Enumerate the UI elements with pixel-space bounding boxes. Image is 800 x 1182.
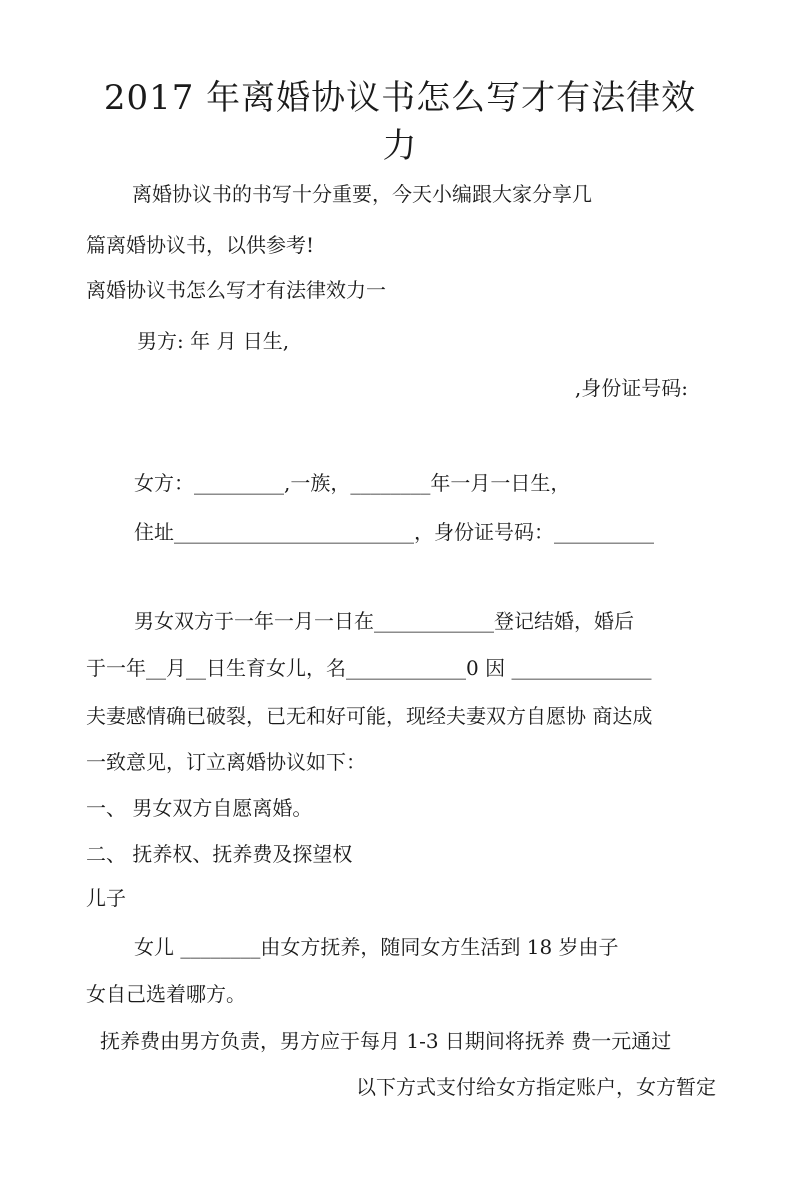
- form-line-husband-id: ,身份证号码:: [574, 376, 688, 400]
- section-heading: 离婚协议书怎么写才有法律效力一: [86, 278, 386, 302]
- paragraph-line-marriage-3: 夫妻感情确已破裂，已无和好可能，现经夫妻双方自愿协 商达成: [86, 704, 653, 728]
- form-line-wife: 女方：_________,一族，________年一月一日生，: [134, 471, 571, 495]
- paragraph-line-marriage-2: 于一年__月__日生育女儿，名____________0 因 ______________: [86, 656, 652, 680]
- document-title-line-2: 力: [382, 126, 418, 166]
- paragraph-line-marriage-1: 男女双方于一年一月一日在____________登记结婚，婚后: [134, 609, 634, 633]
- paragraph-line-daughter-2: 女自己选着哪方。: [86, 982, 246, 1006]
- paragraph-line-support-1: 抚养费由男方负责，男方应于每月 1-3 日期间将抚养 费一元通过: [100, 1029, 672, 1053]
- form-line-address: 住址________________________，身份证号码：__________: [134, 520, 654, 544]
- form-line-husband: 男方: 年 月 日生,: [137, 329, 290, 353]
- paragraph-line-daughter-1: 女儿 ________由女方抚养，随同女方生活到 18 岁由子: [134, 935, 619, 959]
- document-title-line-1: 2017 年离婚协议书怎么写才有法律效: [103, 78, 697, 118]
- paragraph-line-intro-1: 离婚协议书的书写十分重要，今天小编跟大家分享几: [132, 182, 592, 206]
- paragraph-line-marriage-4: 一致意见，订立离婚协议如下：: [86, 750, 366, 774]
- clause-1: 一、 男女双方自愿离婚。: [86, 796, 313, 820]
- paragraph-line-support-2: 以下方式支付给女方指定账户，女方暂定: [356, 1075, 716, 1099]
- paragraph-line-son: 儿子: [86, 886, 126, 910]
- clause-2: 二、 抚养权、抚养费及探望权: [86, 842, 353, 866]
- paragraph-line-intro-2: 篇离婚协议书，以供参考!: [86, 233, 315, 257]
